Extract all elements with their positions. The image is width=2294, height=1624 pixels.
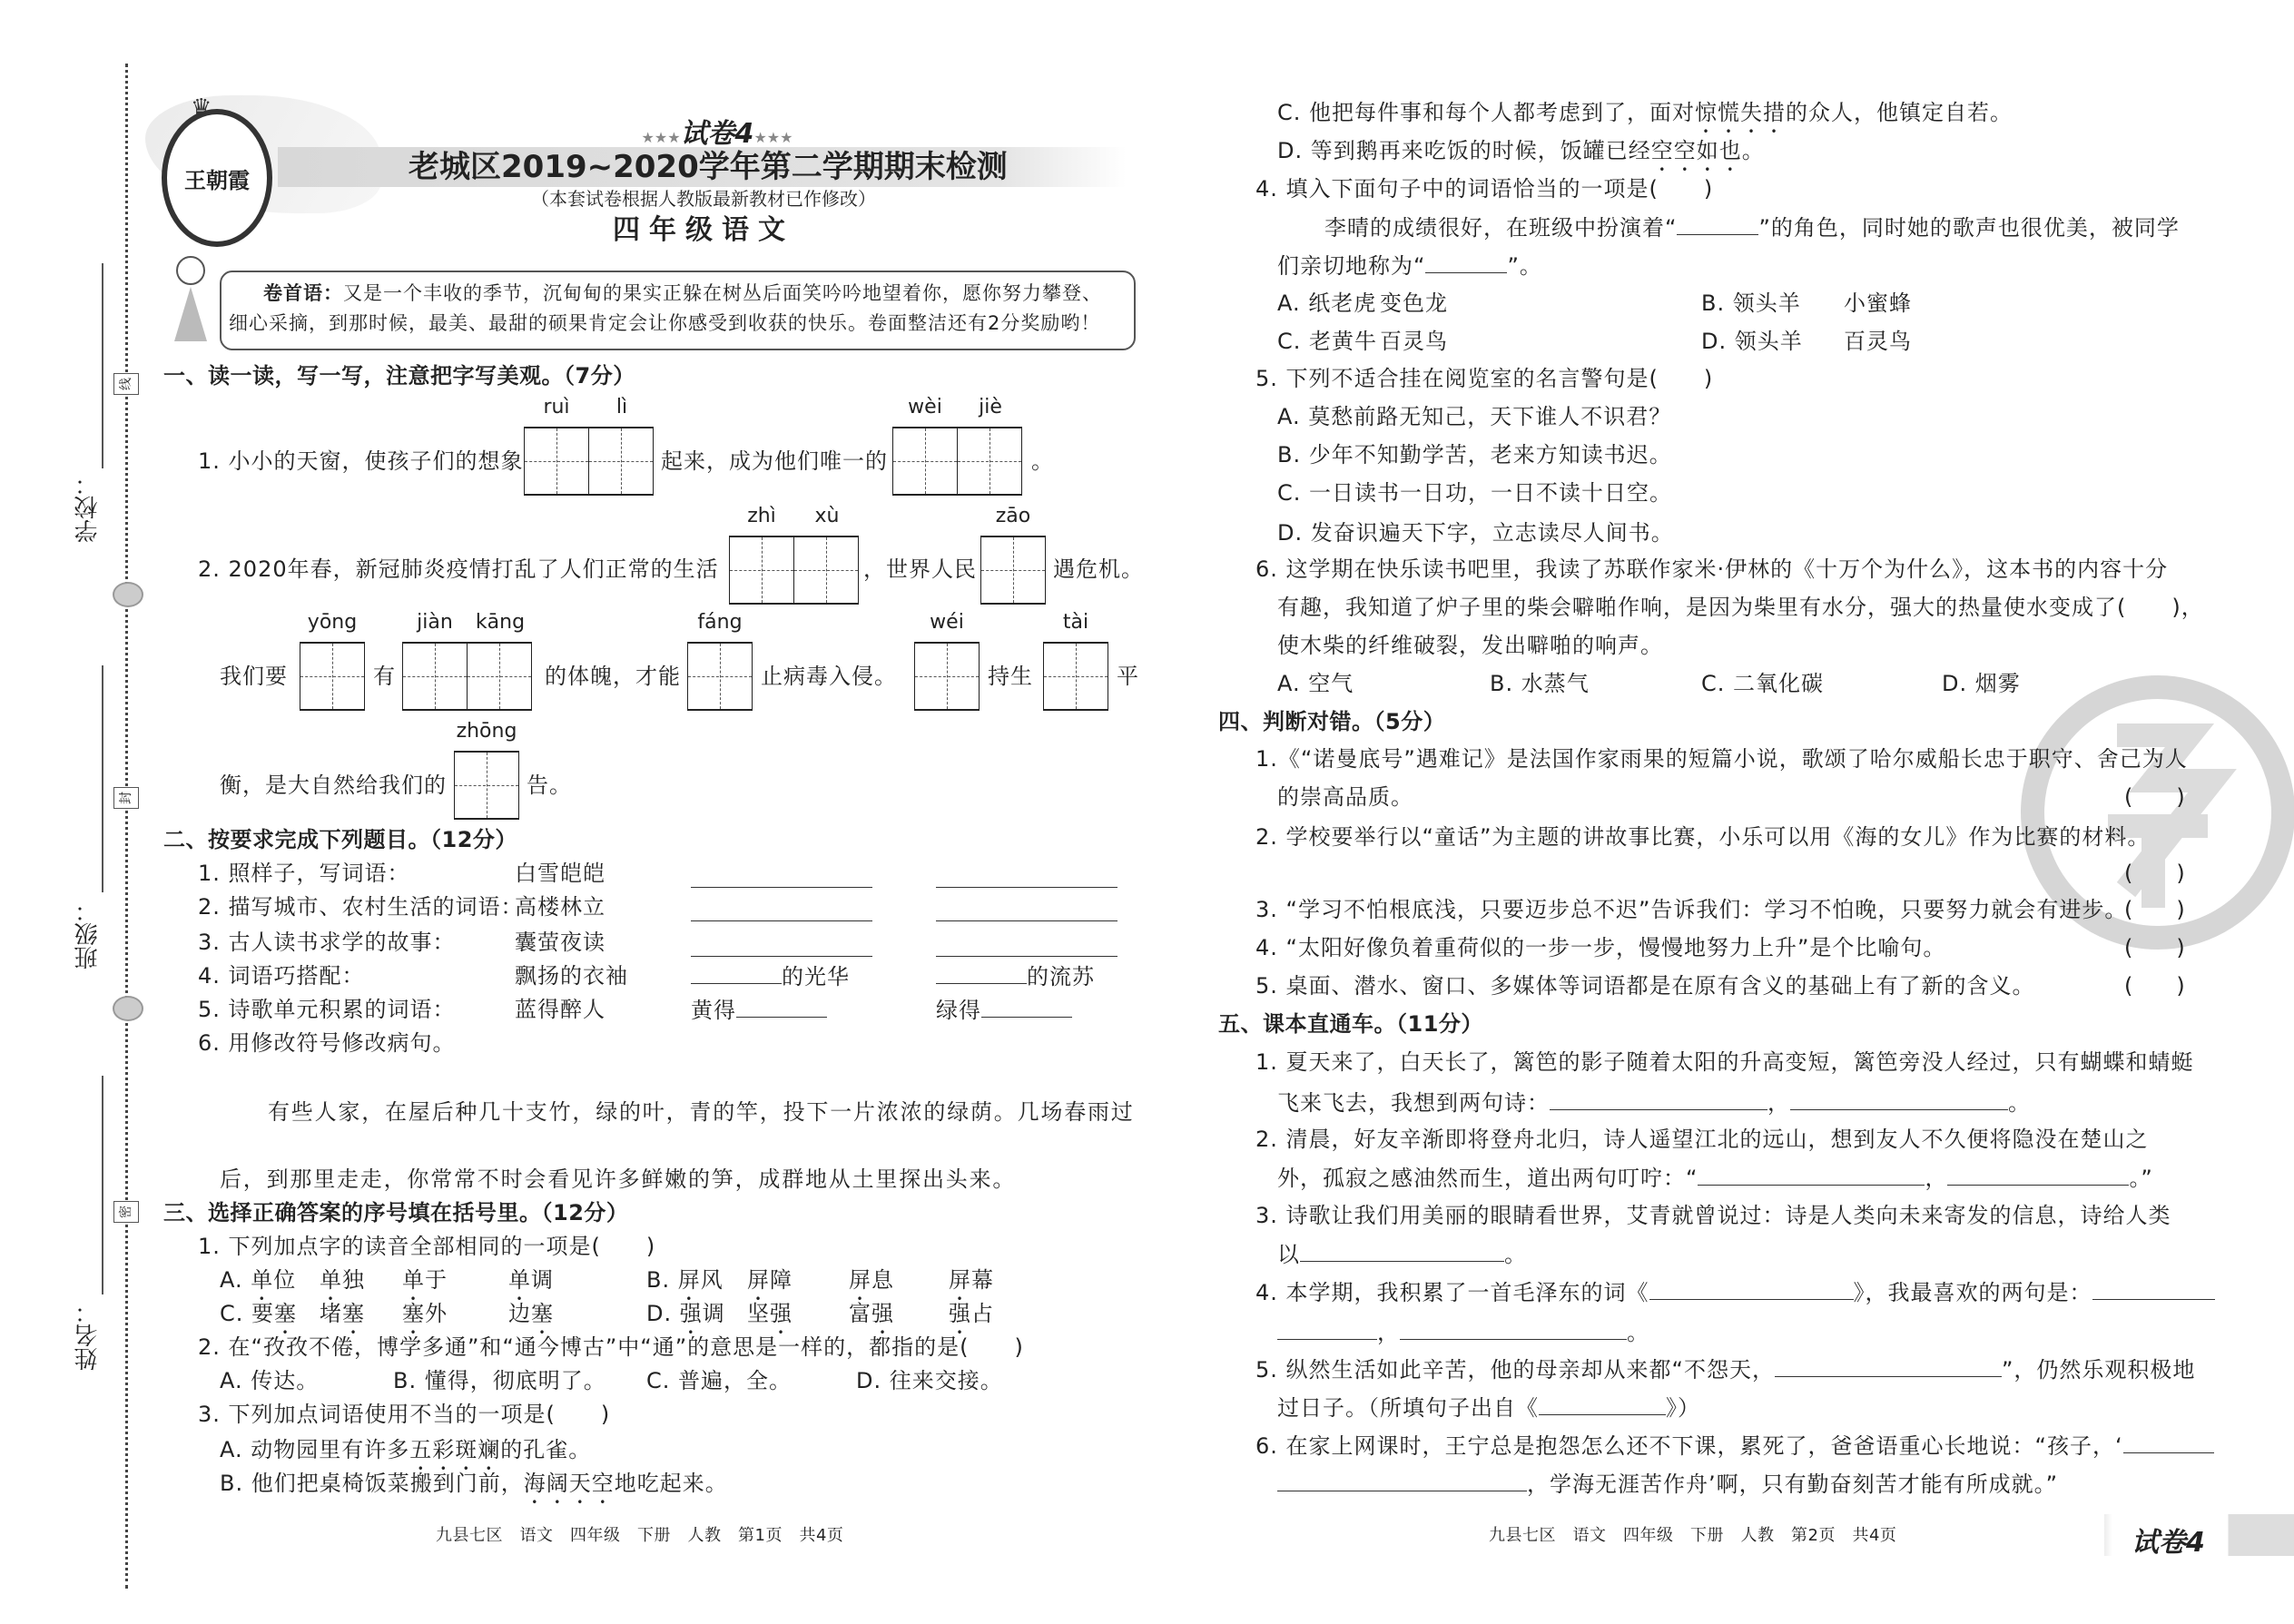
s1-row3-text: 平 — [1117, 664, 1139, 689]
preface-line-1: 卷首语：又是一个丰收的季节，沉甸甸的果实正躲在树丛后面笑吟吟地望着你，愿你努力攀登、 — [263, 282, 1102, 304]
writing-grid[interactable] — [454, 751, 519, 820]
pinyin: xù — [814, 505, 840, 527]
exam-title: 老城区2019~2020学年第二学期期末检测 — [409, 149, 1008, 185]
dotted-char: 强 — [871, 1301, 894, 1326]
s2-item-4-col3: 的光华 — [691, 963, 850, 989]
s2-item-example: 飘扬的衣袖 — [515, 963, 628, 989]
s2-item-label: 6. 用修改符号修改病句。 — [198, 1030, 456, 1056]
answer-blank[interactable] — [1790, 1089, 2008, 1110]
seal-char-mi: 密 — [113, 1201, 139, 1223]
s3-q1-option-word: 单独 — [320, 1267, 365, 1293]
s4-item: 4. “太阳好像负着重荷似的一步一步，慢慢地努力上升”是个比喻句。 — [1255, 935, 1946, 960]
pinyin: yōng — [307, 611, 358, 634]
s5-q3-line-2: 以 。 — [1277, 1242, 1527, 1267]
pinyin: kāng — [475, 611, 526, 634]
s3-q2-option: D. 往来交接。 — [856, 1368, 1003, 1393]
class-field[interactable] — [102, 665, 103, 892]
paper-badge-text: 试卷4 — [2132, 1527, 2205, 1559]
s3-q2-option: B. 懂得，彻底明了。 — [393, 1368, 606, 1393]
s3-q1-option-word: 强占 — [949, 1301, 994, 1326]
s3-q1-option-word: 富强 — [849, 1301, 894, 1326]
s3-q4-option: A. 纸老虎 — [1277, 290, 1377, 316]
girl-illustration — [172, 256, 209, 350]
s1-row4-text: 告。 — [527, 773, 572, 798]
s1-q2-post: 遇危机。 — [1053, 556, 1144, 582]
rosette-icon — [113, 582, 143, 607]
s2-item-4-col4: 的流苏 — [936, 963, 1095, 989]
answer-paren[interactable]: ( ) — [2124, 861, 2185, 886]
s3-q1-option-word: 屏幕 — [949, 1267, 994, 1293]
dotted-char: 单 — [402, 1267, 425, 1293]
answer-paren[interactable]: ( ) — [2124, 973, 2185, 999]
dotted-char: 屏 — [747, 1267, 770, 1293]
s1-row3-text: 的体魄，才能 — [545, 664, 681, 689]
s1-q2-pre: 2. 2020年春，新冠肺炎疫情打乱了人们正常的生活 — [198, 556, 719, 582]
subject-title: 四年级语文 — [613, 214, 794, 246]
answer-blank[interactable] — [936, 901, 1117, 921]
seal-char-feng: 封 — [113, 787, 139, 809]
s5-q2-line-2: 外，孤寂之感油然而生，道出两句叮咛：“ ， 。” — [1277, 1166, 2153, 1191]
answer-blank[interactable] — [1400, 1319, 1627, 1340]
logo — [162, 109, 272, 247]
s3-q1-option-word: 边塞 — [508, 1301, 554, 1326]
s3-q1-option-word: 单于 — [402, 1267, 448, 1293]
s3-q5-option: B. 少年不知勤学苦，老来方知读书迟。 — [1277, 442, 1672, 468]
s2-item-example: 蓝得醉人 — [515, 997, 605, 1022]
s2-item-label: 4. 词语巧搭配： — [198, 963, 365, 989]
s5-q4-line-2: ， 。 — [1277, 1319, 1649, 1345]
answer-blank[interactable] — [936, 963, 1027, 984]
s5-q5-line-1: 5. 纵然生活如此辛苦，他的母亲却从来都“不怨天， ”，仍然乐观积极地 — [1255, 1357, 2196, 1383]
writing-grid[interactable] — [524, 427, 654, 496]
dotted-char: 单 — [508, 1267, 531, 1293]
s3-q1-option-word: 堵塞 — [320, 1301, 365, 1326]
s3-q4-line-2: 们亲切地称为“ ”。 — [1277, 253, 1542, 279]
answer-blank[interactable] — [981, 997, 1072, 1018]
s4-item: 5. 桌面、潜水、窗口、多媒体等词语都是在原有含义的基础上有了新的含义。 — [1255, 973, 2035, 999]
seal-dotted-line — [125, 64, 128, 1589]
dotted-char: 塞 — [342, 1301, 365, 1326]
name-label: 姓名： — [74, 1300, 102, 1371]
s3-q3-option-c: C. 他把每件事和每个人都考虑到了，面对惊慌失措的众人，他镇定自若。 — [1277, 100, 2013, 125]
s3-q4-option: 百灵鸟 — [1380, 329, 1448, 354]
pinyin: jiè — [979, 396, 1002, 418]
s3-q6-line: 使木柴的纤维破裂，发出噼啪的响声。 — [1277, 633, 1663, 658]
preface-line-2: 细心采摘，到那时候，最美、最甜的硕果肯定会让你感受到收获的快乐。卷面整洁还有2分奖励哟！ — [229, 312, 1101, 334]
s3-q1-option-word: 屏息 — [849, 1267, 894, 1293]
pinyin: zhōng — [456, 720, 517, 743]
s4-item: 的崇高品质。 — [1277, 784, 1413, 810]
writing-grid[interactable] — [729, 536, 859, 605]
answer-blank[interactable] — [691, 936, 872, 957]
pinyin: zāo — [995, 505, 1031, 527]
s3-q1-option-word: 坚强 — [747, 1301, 793, 1326]
s1-row3-text: 止病毒入侵。 — [761, 664, 897, 689]
s1-q1-mid: 起来，成为他们唯一的 — [661, 448, 888, 474]
crown-icon: ♛ — [191, 94, 212, 122]
dotted-char: 强 — [770, 1301, 793, 1326]
s3-q4-option: B. 领头羊 — [1701, 290, 1801, 316]
dotted-char: 强 — [679, 1301, 703, 1326]
s2-item-example: 囊萤夜读 — [515, 930, 605, 955]
s3-q4-option: 小蜜蜂 — [1844, 290, 1912, 316]
s3-q3-option-b: B. 他们把桌椅饭菜搬到门前，海阔天空地吃起来。 — [220, 1471, 728, 1496]
s5-q4-line-1: 4. 本学期，我积累了一首毛泽东的词《 》，我最喜欢的两句是： — [1255, 1279, 2215, 1305]
page-footer-2: 九县七区 语文 四年级 下册 人教 第2页 共4页 — [1489, 1526, 1897, 1545]
answer-blank[interactable] — [736, 997, 827, 1018]
s3-q2-option: A. 传达。 — [220, 1368, 320, 1393]
dotted-char: 屏 — [849, 1267, 871, 1293]
writing-grid[interactable] — [1043, 642, 1108, 711]
pinyin: wèi — [908, 396, 942, 418]
stars-icon: ★★★ — [641, 129, 681, 146]
s5-q1-line-2: 飞来飞去，我想到两句诗： ， 。 — [1277, 1090, 2031, 1116]
s2-item-label: 3. 古人读书求学的故事： — [198, 930, 456, 955]
s1-row3-text: 有 — [373, 664, 396, 689]
s3-q6-option: B. 水蒸气 — [1490, 671, 1590, 696]
s3-q6-option: C. 二氧化碳 — [1701, 671, 1825, 696]
s3-q5-stem: 5. 下列不适合挂在阅览室的名言警句是( ) — [1255, 366, 1714, 391]
s2-item-5-col3: 黄得 — [691, 997, 827, 1023]
answer-blank[interactable] — [1947, 1165, 2129, 1186]
answer-blank[interactable] — [1539, 1394, 1666, 1415]
name-field[interactable] — [102, 1076, 103, 1294]
stars-icon: ★★★ — [753, 129, 793, 146]
s3-q5-option: A. 莫愁前路无知己，天下谁人不识君？ — [1277, 404, 1672, 429]
s3-q6-line: 6. 这学期在快乐读书吧里，我读了苏联作家米·伊林的《十万个为什么》，这本书的内容十分 — [1255, 556, 2169, 582]
class-label: 班级： — [74, 899, 102, 969]
dotted-char: 塞 — [531, 1301, 554, 1326]
s3-q5-option: C. 一日读书一日功，一日不读十日空。 — [1277, 480, 1673, 506]
writing-grid[interactable] — [687, 642, 753, 711]
exam-subtitle: （本套试卷根据人教版最新教材已作修改） — [531, 188, 876, 210]
pinyin: fáng — [697, 611, 743, 634]
s2-item-label: 1. 照样子，写词语： — [198, 861, 410, 886]
s5-q2-line: 2. 清晨，好友辛渐即将登舟北归，诗人遥望江北的远山，想到友人不久便将隐没在楚山之 — [1255, 1127, 2149, 1152]
s5-q6-line-1: 6. 在家上网课时，王宁总是抱怨怎么还不下课，累死了，爸爸语重心长地说：“孩子，‘ — [1255, 1432, 2214, 1459]
writing-grid[interactable] — [892, 427, 1022, 496]
dotted-char: 屏 — [677, 1267, 701, 1293]
s3-q5-option: D. 发奋识遍天下字，立志读尽人间书。 — [1277, 520, 1674, 546]
pinyin: ruì — [543, 396, 570, 418]
dotted-char: 塞 — [274, 1301, 298, 1326]
s3-q2-option: C. 普遍，全。 — [646, 1368, 793, 1393]
answer-blank[interactable] — [2092, 1279, 2215, 1300]
s5-q1-line: 1. 夏天来了，白天长了，篱笆的影子随着太阳的升高变短，篱笆旁没人经过，只有蝴蝶和蜻蜓 — [1255, 1049, 2194, 1075]
paper-badge — [2088, 1514, 2294, 1559]
s2-item-example: 白雪皑皑 — [515, 861, 605, 886]
answer-blank[interactable] — [1277, 1471, 1527, 1491]
s1-row4-text: 衡，是大自然给我们的 — [220, 773, 447, 798]
pinyin: lì — [615, 396, 628, 418]
answer-paren[interactable]: ( ) — [2124, 897, 2185, 922]
s3-q1-option-word: D. 强调 — [646, 1301, 725, 1326]
s5-q5-line-2: 过日子。（所填句子出自《 》） — [1277, 1395, 1700, 1421]
s1-row3-text: 我们要 — [220, 664, 288, 689]
s2-item-example: 高楼林立 — [515, 894, 605, 920]
answer-paren[interactable]: ( ) — [2124, 784, 2185, 810]
s2-sick-sentence-line-1: 有些人家，在屋后种几十支竹，绿的叶，青的竿，投下一片浓浓的绿荫。几场春雨过 — [268, 1099, 1135, 1125]
s3-q2-stem: 2. 在“孜孜不倦，博学多通”和“通今博古”中“通”的意思是一样的，都指的是( ) — [198, 1334, 1024, 1360]
s3-q1-option-word: 塞外 — [402, 1301, 448, 1326]
s2-item-5-col4: 绿得 — [936, 997, 1072, 1023]
page-footer-1: 九县七区 语文 四年级 下册 人教 第1页 共4页 — [436, 1526, 844, 1545]
writing-grid[interactable] — [980, 536, 1046, 605]
answer-blank[interactable] — [1425, 252, 1507, 273]
s3-q1-option-word: 屏障 — [747, 1267, 793, 1293]
s1-q1-post: 。 — [1031, 448, 1054, 474]
s4-item: 3. “学习不怕根底浅，只要迈步总不迟”告诉我们：学习不怕晚，只要努力就会有进步。 — [1255, 897, 2128, 922]
s3-q3-stem: 3. 下列加点词语使用不当的一项是( ) — [198, 1402, 611, 1427]
answer-blank[interactable] — [1550, 1089, 1767, 1110]
school-field[interactable] — [102, 263, 103, 468]
answer-paren[interactable]: ( ) — [2124, 935, 2185, 960]
s3-q1-option-word: C. 要塞 — [220, 1301, 298, 1326]
writing-grid[interactable] — [914, 642, 980, 711]
s3-q4-option: 百灵鸟 — [1844, 329, 1912, 354]
s5-q6-line-2: ，学海无涯苦作舟’啊，只有勤奋刻苦才能有所成就。” — [1277, 1471, 2058, 1497]
s3-q4-option: C. 老黄牛 — [1277, 329, 1378, 354]
section-3-heading: 三、选择正确答案的序号填在括号里。（12分） — [163, 1200, 629, 1225]
s2-sick-sentence-line-2: 后，到那里走走，你常常不时会看见许多鲜嫩的笋，成群地从土里探出头来。 — [220, 1166, 1017, 1192]
answer-blank[interactable] — [691, 867, 872, 888]
s2-item-label: 2. 描写城市、农村生活的词语： — [198, 894, 524, 920]
pinyin: jiàn — [417, 611, 453, 634]
seal-char-xian: 线 — [113, 373, 139, 395]
series-title: ★★★试卷4★★★ — [641, 118, 793, 150]
s2-item-label: 5. 诗歌单元积累的词语： — [198, 997, 456, 1022]
s4-item: 1.《“诺曼底号”遇难记》是法国作家雨果的短篇小说，歌颂了哈尔威船长忠于职守、舍己为人 — [1255, 746, 2188, 772]
logo-text: 王朝霞 — [184, 167, 250, 193]
answer-blank[interactable] — [1300, 1241, 1504, 1262]
answer-blank[interactable] — [1677, 214, 1758, 235]
s3-q6-option: D. 烟雾 — [1942, 671, 2021, 696]
pinyin: wéi — [930, 611, 964, 634]
answer-blank[interactable] — [1698, 1165, 1925, 1186]
s3-q1-option-word: 单调 — [508, 1267, 554, 1293]
writing-grid[interactable] — [402, 642, 532, 711]
s3-q4-stem: 4. 填入下面句子中的词语恰当的一项是( ) — [1255, 176, 1714, 202]
s3-q6-option: A. 空气 — [1277, 671, 1354, 696]
answer-blank[interactable] — [1649, 1279, 1854, 1300]
section-4-heading: 四、判断对错。（5分） — [1218, 709, 1446, 734]
section-1-heading: 一、读一读，写一写，注意把字写美观。（7分） — [163, 363, 635, 389]
s3-q4-line-1: 李晴的成绩很好，在班级中扮演着“ ”的角色，同时她的歌声也很优美，被同学 — [1324, 215, 2180, 241]
school-label: 学校： — [74, 472, 102, 543]
dotted-char: 塞 — [402, 1301, 425, 1326]
answer-blank[interactable] — [691, 901, 872, 921]
writing-grid[interactable] — [300, 642, 365, 711]
dotted-char: 单 — [320, 1267, 342, 1293]
pinyin: tài — [1062, 611, 1089, 634]
section-2-heading: 二、按要求完成下列题目。（12分） — [163, 827, 517, 852]
answer-blank[interactable] — [1277, 1319, 1377, 1340]
answer-blank[interactable] — [936, 867, 1117, 888]
s3-q1-option-word: B. 屏风 — [646, 1267, 724, 1293]
section-5-heading: 五、课本直通车。（11分） — [1218, 1011, 1483, 1037]
answer-blank[interactable] — [691, 963, 782, 984]
rosette-icon — [113, 996, 143, 1021]
s1-row3-text: 持生 — [988, 664, 1033, 689]
s3-q1-stem: 1. 下列加点字的读音全部相同的一项是( ) — [198, 1234, 656, 1259]
s1-q1-pre: 1. 小小的天窗，使孩子们的想象 — [198, 448, 524, 474]
s4-item: 2. 学校要举行以“童话”为主题的讲故事比赛，小乐可以用《海的女儿》作为比赛的材料。 — [1255, 824, 2151, 850]
dotted-char: 单 — [251, 1267, 274, 1293]
answer-blank[interactable] — [1775, 1356, 2002, 1377]
s3-q4-option: 变色龙 — [1380, 290, 1448, 316]
dotted-char: 强 — [949, 1301, 971, 1326]
s3-q6-line: 有趣，我知道了炉子里的柴会噼啪作响，是因为柴里有水分，强大的热量使水变成了( )， — [1277, 595, 2204, 620]
s1-q2-mid: ，世界人民 — [863, 556, 977, 582]
s5-q3-line: 3. 诗歌让我们用美丽的眼睛看世界，艾青就曾说过：诗是人类向未来寄发的信息，诗给人类 — [1255, 1203, 2171, 1228]
dotted-char: 屏 — [949, 1267, 971, 1293]
answer-blank[interactable] — [2123, 1432, 2214, 1453]
s3-q4-option: D. 领头羊 — [1701, 329, 1803, 354]
s3-q3-option-a: A. 动物园里有许多五彩斑斓的孔雀。 — [220, 1437, 592, 1462]
s3-q3-option-d: D. 等到鹅再来吃饭的时候，饭罐已经空空如也。 — [1277, 138, 1765, 163]
s3-q1-option-word: A. 单位 — [220, 1267, 297, 1293]
pinyin: zhì — [747, 505, 776, 527]
answer-blank[interactable] — [936, 936, 1117, 957]
